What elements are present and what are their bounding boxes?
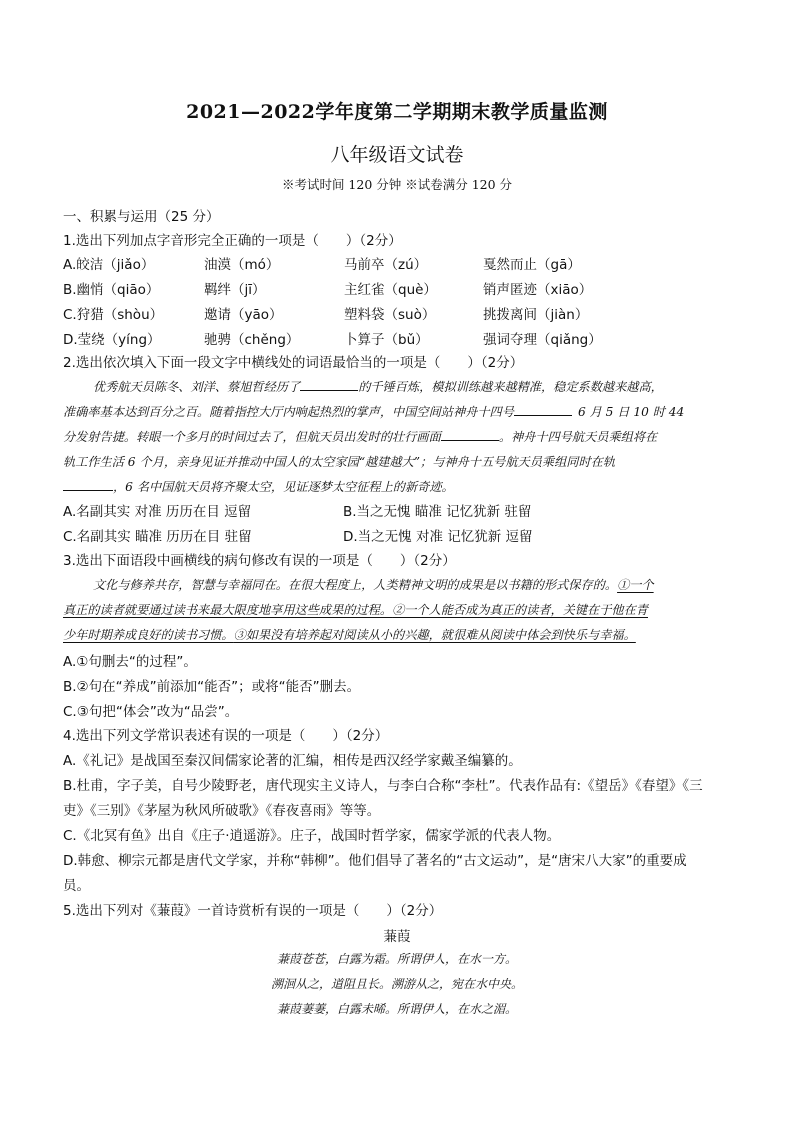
q1-b-2: 羁绊（jī） — [204, 282, 266, 298]
q1-d-3: 卜算子（bǔ） — [344, 332, 429, 348]
q4-option-b-line-1: B.杜甫，字子美，自号少陵野老，唐代现实主义诗人，与李白合称“李杜”。代表作品有:《望岳》《春望》《三 — [63, 778, 703, 794]
poem-title: 蒹葭 — [383, 929, 411, 945]
q3-passage-line-3 — [63, 626, 733, 643]
q2-text: ，6 名中国航天员将齐聚太空，见证逐梦太空征程上的新奇迹。 — [113, 480, 454, 494]
fill-blank — [514, 405, 572, 416]
q2-text: 。神舟十四号航天员乘组将在 — [498, 430, 658, 444]
q1-a-2: 油漠（mó） — [204, 257, 280, 273]
q3-passage-line-1 — [93, 576, 763, 593]
q3-underlined-text: ③如果没有培养起对阅读从小的兴趣，就很难从阅读中体会到快乐与幸福。 — [233, 628, 636, 642]
q3-passage-line-2 — [63, 601, 733, 618]
q4-option-d-line-1: D.韩愈、柳宗元都是唐代文学家，并称“韩柳”。他们倡导了著名的“古文运动”，是“唐宋八大家”的重要成 — [63, 853, 687, 869]
q4-stem: 4.选出下列文学常识表述有误的一项是（ ）（2分） — [63, 728, 389, 744]
section-heading: 一、积累与运用（25 分） — [63, 209, 220, 225]
q2-stem: 2.选出依次填入下面一段文字中横线处的词语最恰当的一项是（ ）（2分） — [63, 355, 524, 371]
q1-c-3: 塑料袋（suò） — [344, 307, 436, 323]
q2-passage-line-4: 轨工作生活 6 个月，亲身见证并推动中国人的太空家园“越建越大”；与神舟十五号航天员乘组同时在轨 — [63, 455, 616, 469]
q3-option-b: B.②句在“养成”前添加“能否”；或将“能否”删去。 — [63, 679, 361, 695]
q1-a-4: 戛然而止（gā） — [483, 257, 581, 273]
q1-d-1: D.莹绕（yíng） — [63, 332, 161, 348]
q5-stem: 5.选出下列对《蒹葭》一首诗赏析有误的一项是（ ）（2分） — [63, 903, 443, 919]
q2-passage-line-2 — [63, 403, 733, 420]
q3-text: 文化与修养共存，智慧与幸福同在。在很大程度上，人类精神文明的成果是以书籍的形式保存的。 — [93, 578, 618, 592]
q4-option-a: A.《礼记》是战国至秦汉间儒家论著的汇编，相传是西汉经学家戴圣编纂的。 — [63, 753, 522, 769]
q4-option-b-line-2: 吏》《三别》《茅屋为秋风所破歌》《春夜喜雨》等等。 — [63, 803, 381, 819]
q2-text: 6 月 5 日 10 时 44 — [577, 405, 685, 419]
poem-line-3: 蒹葭萋萋，白露未晞。所谓伊人，在水之湄。 — [276, 1002, 517, 1016]
fill-blank — [441, 430, 499, 441]
q1-d-2: 驰骋（chěng） — [204, 332, 300, 348]
q4-option-d-line-2: 员。 — [63, 878, 90, 894]
q1-a-3: 马前卒（zú） — [344, 257, 428, 273]
exam-title: 2021—2022学年度第二学期期末教学质量监测 — [186, 101, 608, 123]
fill-blank — [63, 480, 113, 491]
q1-stem: 1.选出下列加点字音形完全正确的一项是（ ）（2分） — [63, 233, 402, 249]
q2-option-c: C.名副其实 瞄准 历历在目 驻留 — [63, 529, 252, 545]
q3-option-c: C.③句把“体会”改为“品尝”。 — [63, 704, 239, 720]
q1-d-4: 强词夺理（qiǎng） — [483, 332, 602, 348]
poem-line-1: 蒹葭苍苍，白露为霜。所谓伊人，在水一方。 — [276, 952, 517, 966]
q2-passage-line-5 — [63, 478, 733, 495]
q3-underlined-text: 真正的读者就要通过读书来最大限度地享用这些成果的过程。 — [63, 603, 393, 617]
q1-a-1: A.皎洁（jiǎo） — [63, 257, 155, 273]
poem-line-2: 溯洄从之，道阻且长。溯游从之，宛在水中央。 — [270, 977, 523, 991]
q2-text: 的千锤百炼，模拟训练越来越精准，稳定系数越来越高， — [358, 380, 663, 394]
q2-option-a: A.名副其实 对准 历历在目 逗留 — [63, 504, 252, 520]
q3-underlined-text: 少年时期养成良好的读书习惯。 — [63, 628, 234, 642]
q2-option-d: D.当之无愧 对准 记忆犹新 逗留 — [343, 529, 533, 545]
q2-text: 准确率基本达到百分之百。随着指控大厅内响起热烈的掌声，中国空间站神舟十四号 — [63, 405, 514, 419]
q2-passage-line-3 — [63, 428, 733, 445]
q1-c-2: 邀请（yāo） — [204, 307, 283, 323]
fill-blank — [300, 380, 358, 391]
q2-option-b: B.当之无愧 瞄准 记忆犹新 驻留 — [343, 504, 532, 520]
exam-subtitle: 八年级语文试卷 — [330, 144, 464, 166]
q4-option-c: C.《北冥有鱼》出自《庄子·逍遥游》。庄子，战国时哲学家，儒家学派的代表人物。 — [63, 828, 561, 844]
q1-b-1: B.幽悄（qiāo） — [63, 282, 160, 298]
q3-option-a: A.①句删去“的过程”。 — [63, 654, 197, 670]
q3-underlined-text: ②一个人能否成为真正的读者，关键在于他在青 — [392, 603, 648, 617]
q1-b-3: 主红雀（què） — [344, 282, 437, 298]
q2-text: 分发射告捷。转眼一个多月的时间过去了，但航天员出发时的壮行画面 — [63, 430, 441, 444]
q1-c-4: 挑拨离间（jiàn） — [483, 307, 589, 323]
q3-underlined-text: ①一个 — [617, 578, 654, 592]
q3-stem: 3.选出下面语段中画横线的病句修改有误的一项是（ ）（2分） — [63, 553, 456, 569]
q1-b-4: 销声匿迹（xiāo） — [483, 282, 593, 298]
q2-passage-line-1 — [93, 378, 763, 395]
exam-meta: ※考试时间 120 分钟 ※试卷满分 120 分 — [281, 177, 513, 192]
q1-c-1: C.狩猎（shòu） — [63, 307, 164, 323]
q2-text: 优秀航天员陈冬、刘洋、蔡旭哲经历了 — [93, 380, 301, 394]
